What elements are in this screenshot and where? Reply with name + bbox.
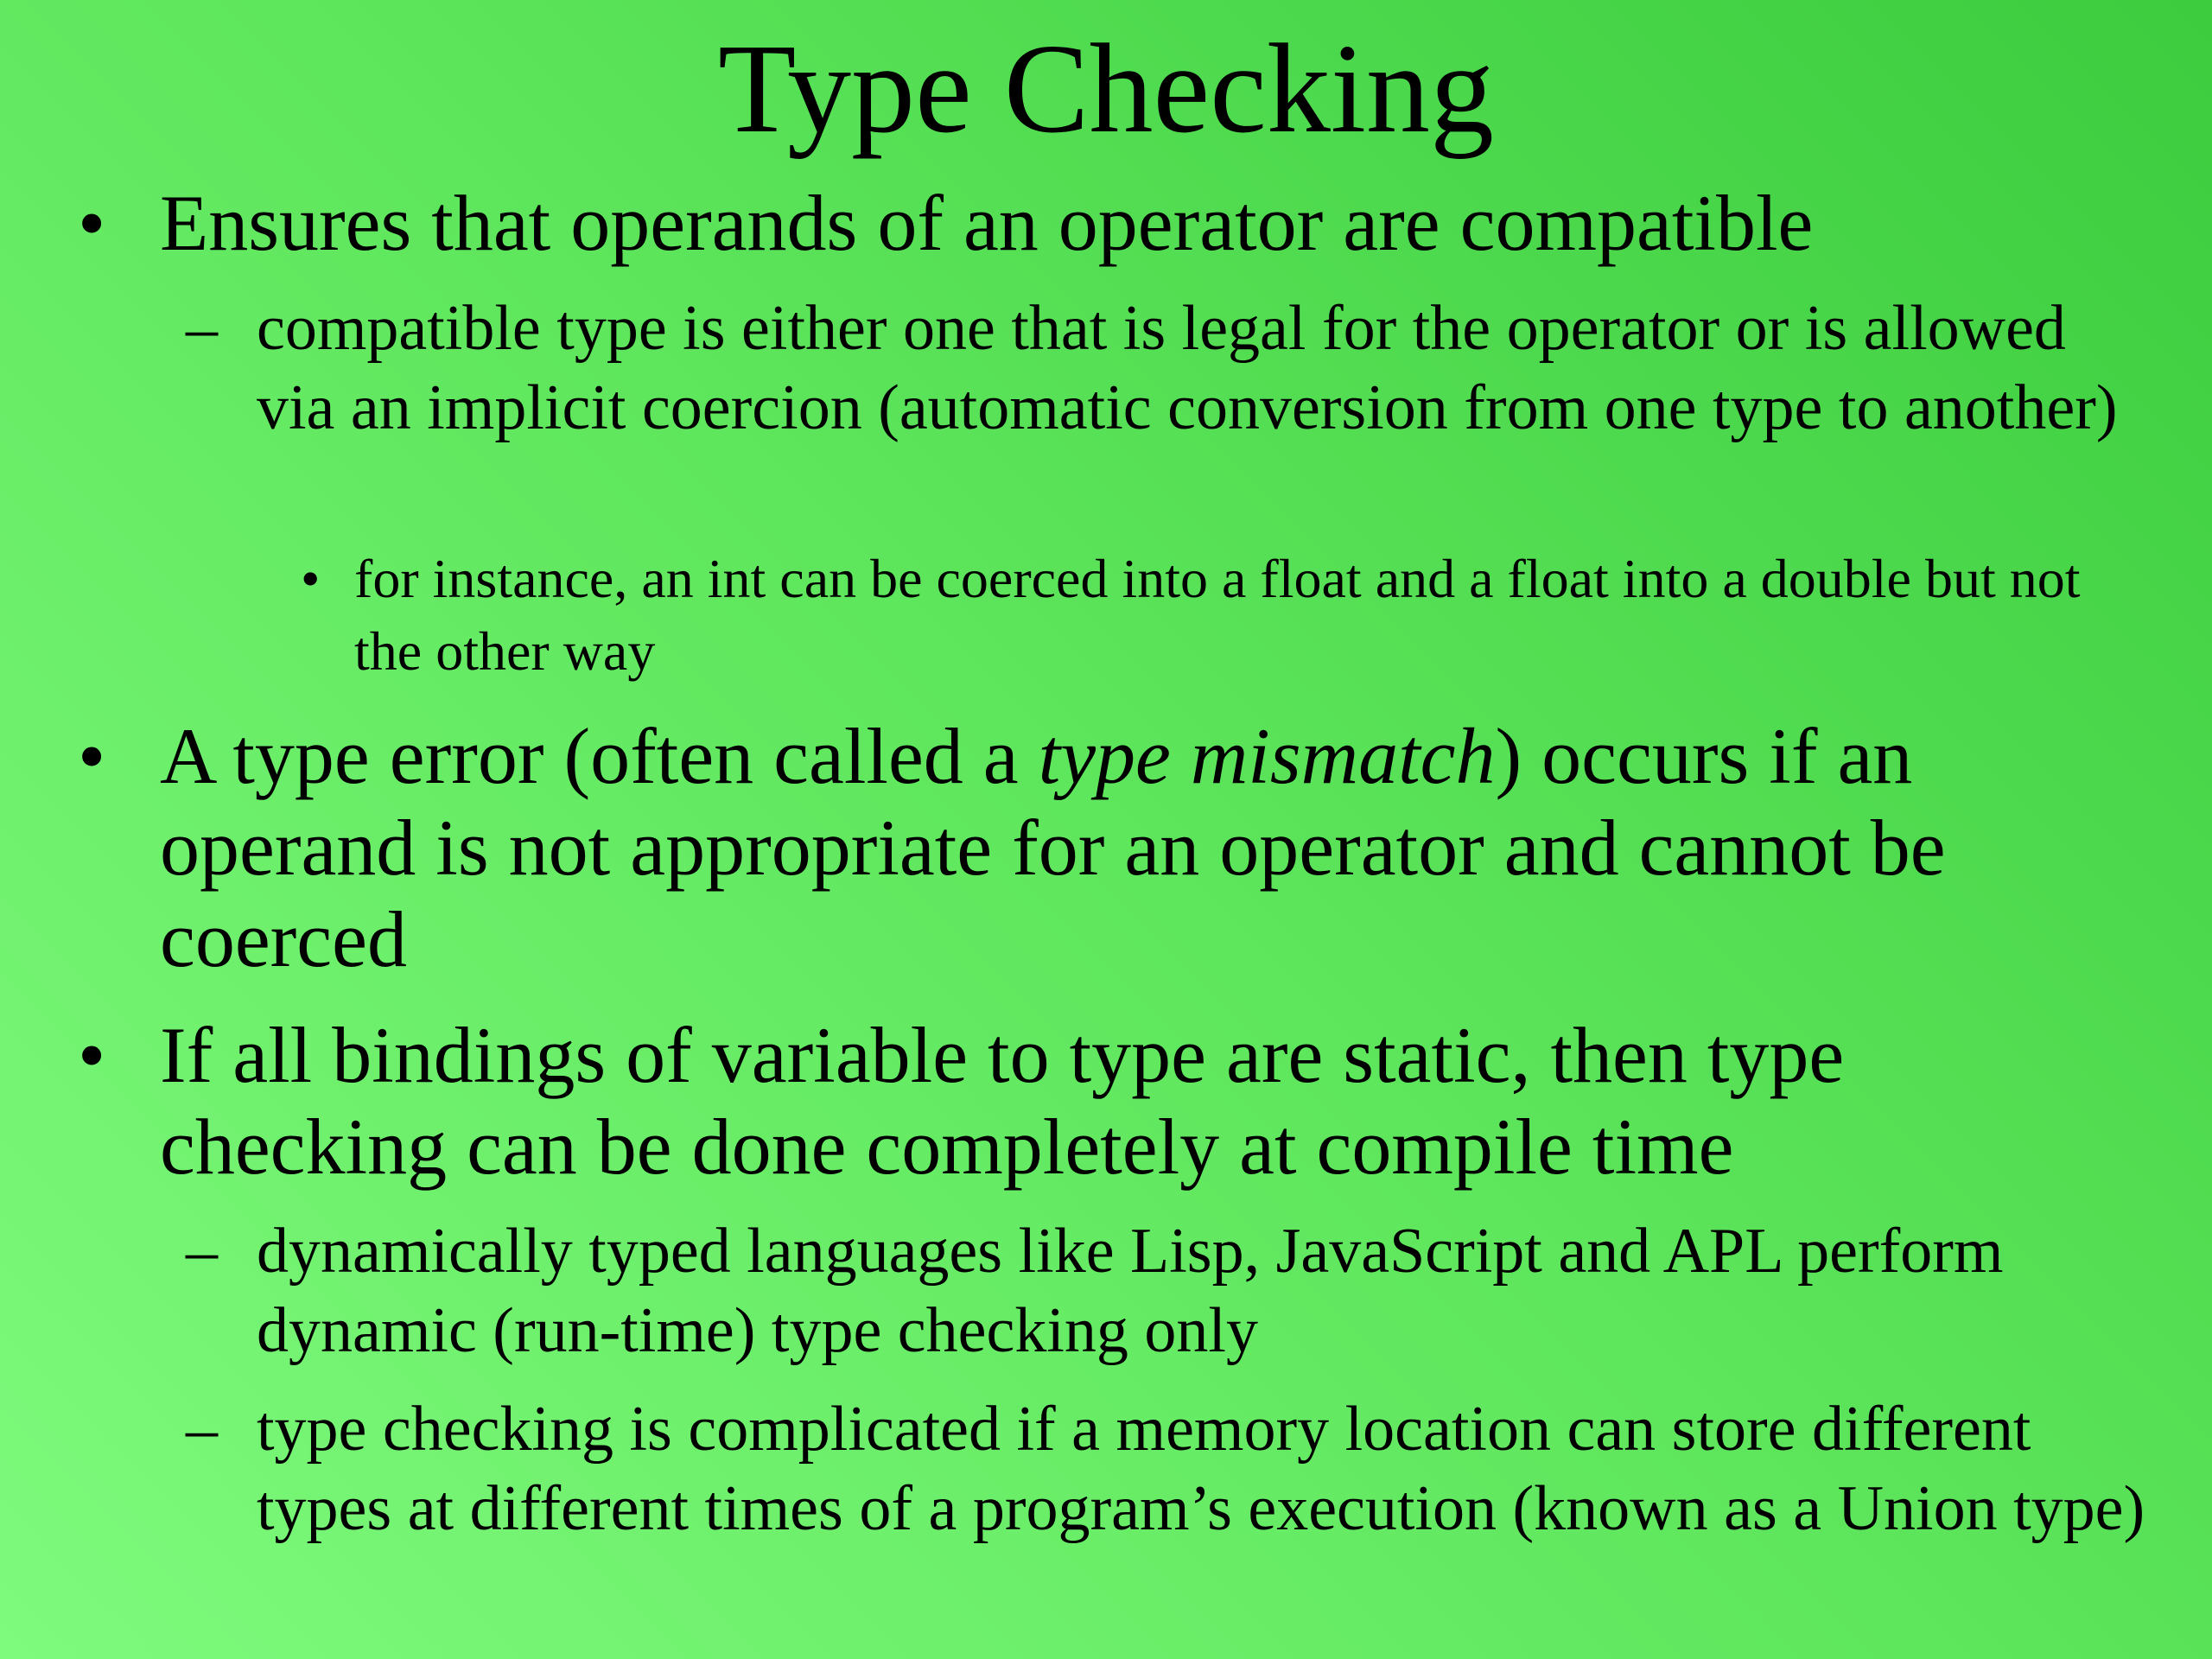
bullet-item	[78, 177, 2147, 269]
sub-bullet-text: compatible type is either one that is legal for the operator or is allowed via an implicit coercion (automatic conversion from one type to another)	[257, 293, 2118, 443]
sub-bullet-text: dynamically typed languages like Lisp, JavaScript and APL perform dynamic (run-time) type checking only	[257, 1216, 2004, 1366]
bullet-emphasis: type mismatch	[1038, 712, 1496, 800]
dash-marker: –	[186, 293, 218, 364]
bullet-item	[78, 1009, 2147, 1192]
bullet-marker: •	[301, 548, 321, 609]
bullet-text-before: A type error (often called a	[160, 712, 1039, 800]
sub-bullet-text: type checking is complicated if a memory location can store different types at different times of a program’s execution (known as a Union type)	[257, 1394, 2145, 1544]
sub-bullet-item	[186, 289, 2149, 448]
bullet-item	[78, 710, 2147, 985]
bullet-text-after: ) occurs if an operand is not appropriate for an operator and cannot be coerced	[160, 712, 1946, 983]
bullet-text: If all bindings of variable to type are static, then type checking can be done completely at compile time	[160, 1011, 1845, 1191]
sub-bullet-item	[186, 1389, 2149, 1548]
dash-marker: –	[186, 1394, 218, 1465]
bullet-text: Ensures that operands of an operator are compatible	[160, 179, 1814, 267]
sub-sub-bullet-item	[301, 543, 2143, 688]
bullet-marker: •	[78, 179, 106, 267]
slide-title: Type Checking	[718, 18, 1494, 160]
bullet-marker: •	[78, 712, 106, 800]
sub-bullet-item	[186, 1211, 2149, 1370]
sub-sub-bullet-text: for instance, an int can be coerced into a float and a float into a double but not the other way	[354, 548, 2081, 682]
bullet-marker: •	[78, 1011, 106, 1099]
dash-marker: –	[186, 1216, 218, 1287]
